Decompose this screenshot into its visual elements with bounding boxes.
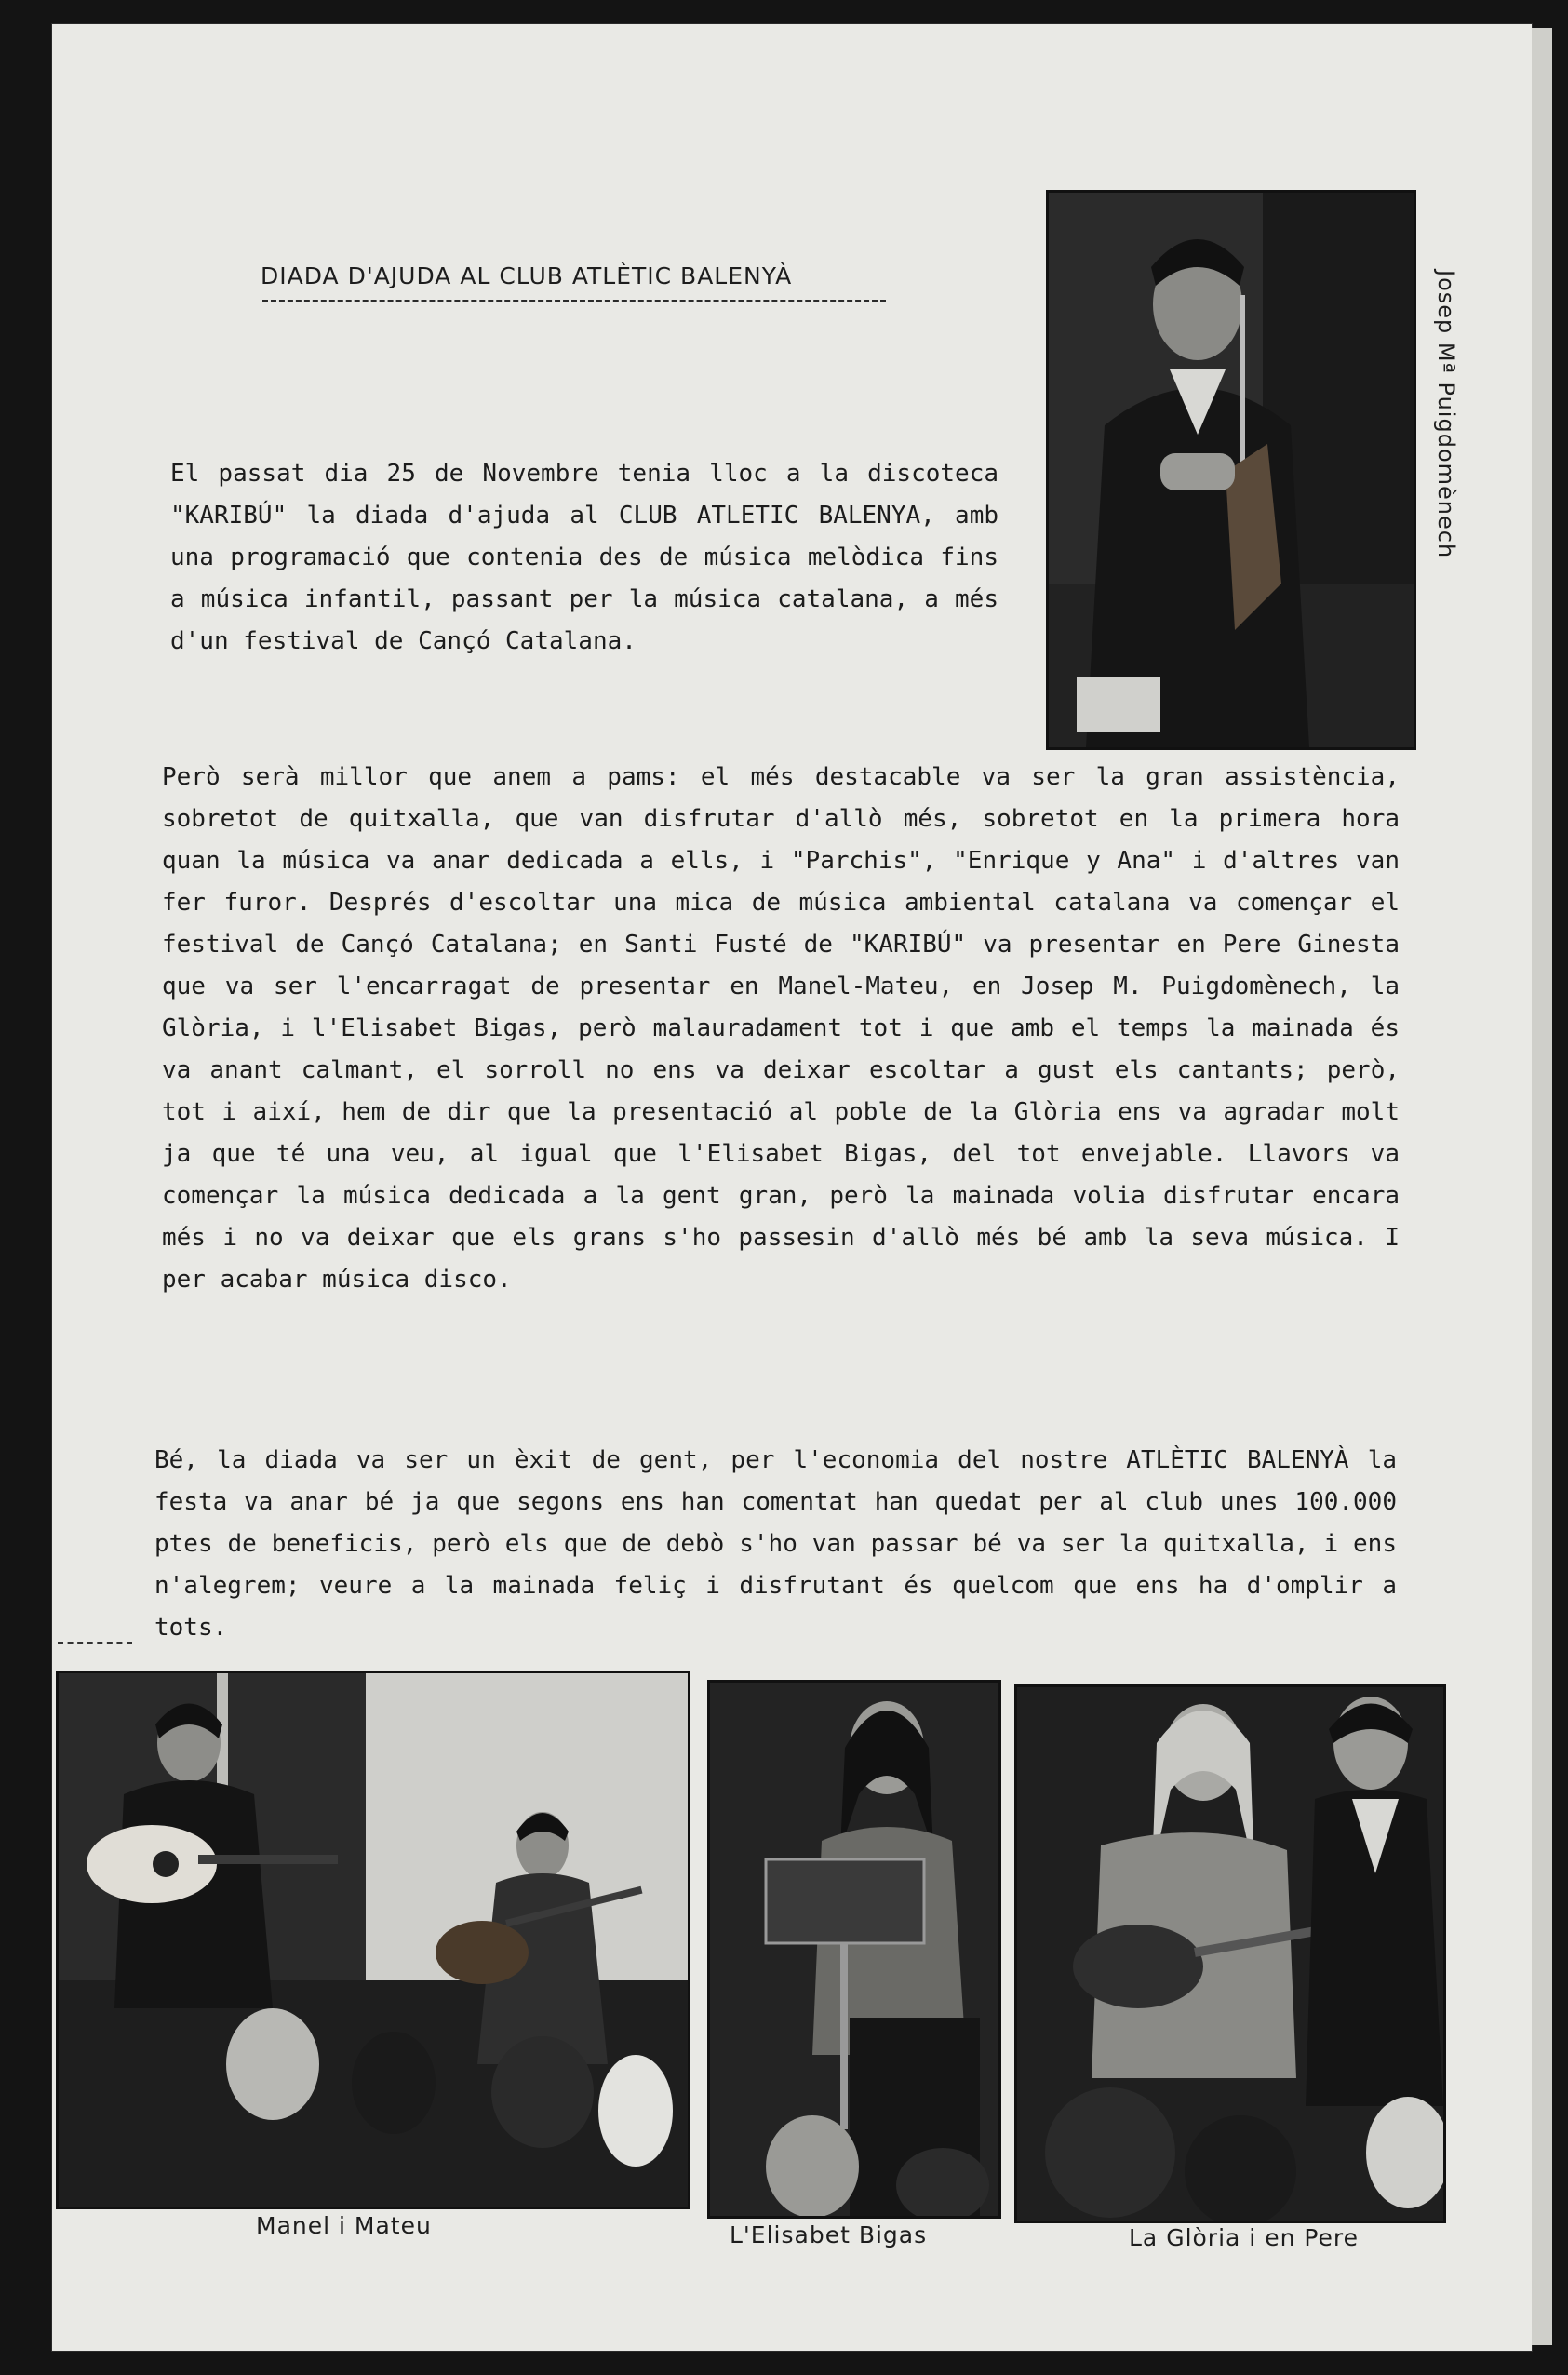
photo-byline: Josep Mª Puigdomènech bbox=[1433, 270, 1459, 559]
photo-elisabet-bigas bbox=[707, 1680, 1001, 2219]
title-underline bbox=[262, 300, 886, 302]
article-title: DIADA D'AJUDA AL CLUB ATLÈTIC BALENYÀ bbox=[261, 262, 793, 289]
photo-caption-gloria-pere: La Glòria i en Pere bbox=[1129, 2224, 1360, 2251]
photo-manel-mateu bbox=[56, 1671, 690, 2209]
page-edge bbox=[1532, 28, 1552, 2345]
photo-caption-elisabet-bigas: L'Elisabet Bigas bbox=[730, 2221, 928, 2248]
article-paragraph-2: Però serà millor que anem a pams: el més destacable va ser la gran assistència, sobretot de quitxalla, que van disfrutar d'allò més, sobretot en la primera hora quan la música va anar dedicada a ells, i "Parchis", "Enrique y Ana" i d'altres van fer furor. Després d'escoltar una mica de música ambiental catalana va començar el festival de Cançó Catalana; en Santi Fusté de "KARIBÚ" va presentar en Pere Ginesta que va ser l'encarragat de presentar en Manel-Mateu, en Josep M. Puigdomènech, la Glòria, i l'Elisabet Bigas, però malauradament tot i que amb el temps la mainada és va anant calmant, el sorroll no ens va deixar escoltar a gust els cantants; però, tot i així, hem de dir que la presentació al poble de la Glòria ens va agradar molt ja que té una veu, al igual que l'Elisabet Bigas, del tot envejable. Llavors va començar la música dedicada a la gent gran, però la mainada volia disfrutar encara més i no va deixar que els grans s'ho passesin d'allò més bé amb la seva música. I per acabar música disco. bbox=[162, 763, 1400, 1294]
article-paragraph-3: Bé, la diada va ser un èxit de gent, per l'economia del nostre ATLÈTIC BALENYÀ la festa va anar bé ja que segons ens han comentat han quedat per al club unes 100.000 ptes de beneficis, però els que de debò s'ho van passar bé va ser la quitxalla, i ens n'alegrem; veure a la mainada feliç i disfrutant és quelcom que ens ha d'omplir a tots. bbox=[154, 1446, 1397, 1642]
photo-singer-guitar bbox=[1046, 190, 1416, 750]
page-stub-rule bbox=[58, 1642, 132, 1644]
photo-caption-manel-mateu: Manel i Mateu bbox=[256, 2212, 432, 2239]
article-paragraph-1: El passat dia 25 de Novembre tenia lloc a la discoteca "KARIBÚ" la diada d'ajuda al CLUB ATLETIC BALENYA, amb una programació que contenia des de música melòdica fins a música infantil, passant per la música catalana, a més d'un festival de Cançó Catalana. bbox=[170, 460, 998, 655]
photo-gloria-pere bbox=[1014, 1684, 1446, 2223]
